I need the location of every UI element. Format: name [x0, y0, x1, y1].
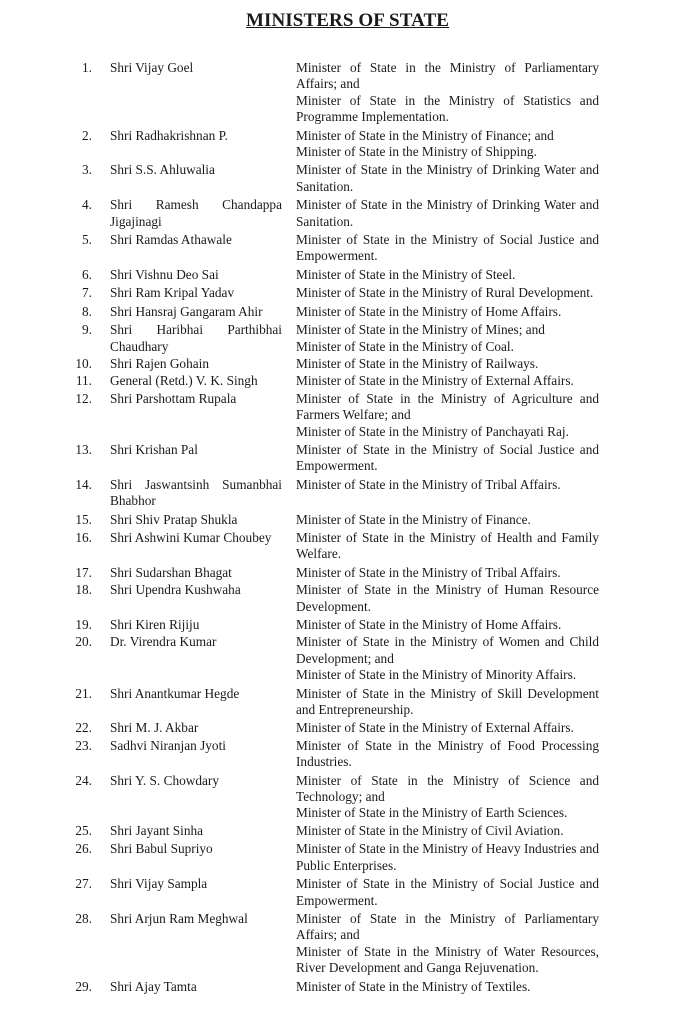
- serial-number: 28.: [75, 910, 92, 926]
- portfolio-line: Minister of State in the Ministry of Parliamentary Affairs; and: [296, 60, 599, 92]
- minister-row: [0, 876, 695, 909]
- minister-name: Shri M. J. Akbar: [110, 720, 199, 736]
- portfolio: [296, 162, 599, 195]
- minister-row: [0, 442, 695, 475]
- serial-number: 18.: [75, 582, 92, 598]
- minister-name: Shri Ajay Tamta: [110, 978, 197, 994]
- minister-name: Shri Shiv Pratap Shukla: [110, 511, 238, 527]
- minister-row: [0, 285, 695, 301]
- portfolio: [296, 304, 599, 320]
- portfolio: [296, 720, 599, 736]
- portfolio-line: Minister of State in the Ministry of Finance.: [296, 511, 531, 527]
- portfolio-line: Minister of State in the Ministry of Railways.: [296, 355, 539, 371]
- portfolio: [296, 442, 599, 475]
- minister-name: Shri Vijay Sampla: [110, 876, 208, 892]
- serial-number: 5.: [82, 232, 92, 248]
- portfolio: [296, 128, 599, 161]
- portfolio: [296, 582, 599, 615]
- serial-number: 14.: [75, 476, 92, 492]
- portfolio: [296, 60, 599, 126]
- portfolio-line: Minister of State in the Ministry of Minority Affairs.: [296, 667, 577, 683]
- minister-name: Shri Krishan Pal: [110, 441, 198, 457]
- minister-name: Shri Ramdas Athawale: [110, 232, 232, 248]
- serial-number: 23.: [75, 737, 92, 753]
- minister-row: [0, 373, 695, 389]
- serial-number: 11.: [75, 373, 92, 389]
- serial-number: 7.: [82, 285, 92, 301]
- portfolio: [296, 617, 599, 633]
- minister-name: General (Retd.) V. K. Singh: [110, 373, 258, 389]
- minister-row: [0, 232, 695, 265]
- portfolio-line: Minister of State in the Ministry of Mines; and: [296, 322, 545, 338]
- minister-name: Shri Jayant Sinha: [110, 822, 204, 838]
- serial-number: 25.: [75, 822, 92, 838]
- serial-number: 16.: [75, 529, 92, 545]
- minister-row: [0, 197, 695, 230]
- serial-number: 12.: [75, 390, 92, 406]
- serial-number: 4.: [82, 197, 92, 213]
- minister-row: [0, 773, 695, 822]
- portfolio-line: Minister of State in the Ministry of Food Processing Industries.: [296, 737, 599, 770]
- serial-number: 10.: [75, 355, 92, 371]
- minister-name: Shri Arjun Ram Meghwal: [110, 910, 248, 926]
- portfolio-line: Minister of State in the Ministry of Science and Technology; and: [296, 772, 599, 805]
- portfolio: [296, 876, 599, 909]
- minister-name: Shri Jaswantsinh Sumanbhai Bhabhor: [110, 476, 282, 509]
- serial-number: 8.: [82, 303, 92, 319]
- portfolio: [296, 823, 599, 839]
- portfolio-line: Minister of State in the Ministry of Water Resources, River Development and Ganga Rejuvenation.: [296, 943, 599, 976]
- minister-name: Sadhvi Niranjan Jyoti: [110, 737, 226, 753]
- minister-row: [0, 823, 695, 839]
- portfolio: [296, 322, 599, 355]
- minister-name: Shri Kiren Rijiju: [110, 617, 200, 632]
- portfolio-line: Minister of State in the Ministry of Shipping.: [296, 144, 537, 160]
- minister-name: Shri Parshottam Rupala: [110, 390, 237, 406]
- portfolio: [296, 285, 599, 301]
- portfolio: [296, 232, 599, 265]
- portfolio-line: Minister of State in the Ministry of Heavy Industries and Public Enterprises.: [296, 841, 599, 873]
- minister-row: [0, 304, 695, 320]
- portfolio: [296, 738, 599, 771]
- portfolio: [296, 565, 599, 581]
- portfolio-line: Minister of State in the Ministry of Steel.: [296, 266, 516, 282]
- portfolio-line: Minister of State in the Ministry of Drinking Water and Sanitation.: [296, 162, 599, 194]
- serial-number: 9.: [82, 322, 92, 338]
- portfolio-line: Minister of State in the Ministry of Statistics and Programme Implementation.: [296, 92, 599, 125]
- minister-name: Shri Vishnu Deo Sai: [110, 266, 219, 282]
- minister-row: [0, 617, 695, 633]
- portfolio: [296, 373, 599, 389]
- minister-row: [0, 162, 695, 195]
- portfolio-line: Minister of State in the Ministry of Women and Child Development; and: [296, 634, 599, 666]
- serial-number: 13.: [75, 441, 92, 457]
- serial-number: 19.: [75, 617, 92, 632]
- portfolio-line: Minister of State in the Ministry of Finance; and: [296, 127, 554, 143]
- minister-name: Shri Radhakrishnan P.: [110, 127, 228, 143]
- minister-name: Shri Ram Kripal Yadav: [110, 285, 235, 301]
- minister-row: [0, 267, 695, 283]
- serial-number: 17.: [75, 564, 92, 580]
- portfolio-line: Minister of State in the Ministry of Textiles.: [296, 978, 531, 994]
- minister-row: [0, 322, 695, 355]
- portfolio: [296, 634, 599, 683]
- minister-row: [0, 634, 695, 683]
- minister-row: [0, 911, 695, 977]
- minister-row: [0, 356, 695, 372]
- portfolio: [296, 911, 599, 977]
- portfolio-line: Minister of State in the Ministry of Health and Family Welfare.: [296, 529, 599, 562]
- minister-name: Shri Rajen Gohain: [110, 355, 209, 371]
- minister-name: Shri Upendra Kushwaha: [110, 582, 241, 598]
- portfolio: [296, 512, 599, 528]
- portfolio: [296, 686, 599, 719]
- minister-name: Shri Vijay Goel: [110, 60, 194, 75]
- portfolio: [296, 391, 599, 440]
- portfolio: [296, 773, 599, 822]
- portfolio-line: Minister of State in the Ministry of Coal.: [296, 338, 514, 354]
- serial-number: 21.: [75, 685, 92, 701]
- serial-number: 27.: [75, 876, 92, 892]
- portfolio: [296, 477, 599, 510]
- serial-number: 22.: [75, 720, 92, 736]
- portfolio: [296, 530, 599, 563]
- minister-row: [0, 720, 695, 736]
- portfolio-line: Minister of State in the Ministry of Skill Development and Entrepreneurship.: [296, 685, 599, 718]
- portfolio-line: Minister of State in the Ministry of External Affairs.: [296, 720, 574, 736]
- minister-row: [0, 565, 695, 581]
- serial-number: 26.: [75, 841, 92, 857]
- serial-number: 24.: [75, 772, 92, 788]
- minister-name: Shri Ramesh Chandappa Jigajinagi: [110, 197, 282, 229]
- page-title: MINISTERS OF STATE: [245, 10, 450, 31]
- serial-number: 29.: [75, 978, 92, 994]
- serial-number: 2.: [82, 127, 92, 143]
- portfolio-line: Minister of State in the Ministry of Tribal Affairs.: [296, 476, 561, 492]
- portfolio: [296, 979, 599, 995]
- minister-row: [0, 512, 695, 528]
- portfolio-line: Minister of State in the Ministry of Home Affairs.: [296, 617, 562, 632]
- portfolio-line: Minister of State in the Ministry of External Affairs.: [296, 373, 574, 389]
- minister-name: Dr. Virendra Kumar: [110, 634, 217, 650]
- minister-name: Shri Anantkumar Hegde: [110, 685, 240, 701]
- portfolio-line: Minister of State in the Ministry of Earth Sciences.: [296, 805, 568, 821]
- minister-name: Shri Babul Supriyo: [110, 841, 213, 857]
- minister-name: Shri Y. S. Chowdary: [110, 772, 219, 788]
- portfolio-line: Minister of State in the Ministry of Tribal Affairs.: [296, 564, 561, 580]
- minister-name: Shri S.S. Ahluwalia: [110, 162, 215, 178]
- minister-name: Shri Haribhai Parthibhai Chaudhary: [110, 322, 282, 354]
- portfolio-line: Minister of State in the Ministry of Agriculture and Farmers Welfare; and: [296, 390, 599, 423]
- portfolio-line: Minister of State in the Ministry of Social Justice and Empowerment.: [296, 232, 599, 264]
- minister-row: [0, 60, 695, 126]
- minister-name: Shri Hansraj Gangaram Ahir: [110, 303, 263, 319]
- portfolio-line: Minister of State in the Ministry of Civil Aviation.: [296, 822, 564, 838]
- portfolio-line: Minister of State in the Ministry of Drinking Water and Sanitation.: [296, 197, 599, 229]
- minister-row: [0, 738, 695, 771]
- serial-number: 3.: [82, 162, 92, 178]
- portfolio-line: Minister of State in the Ministry of Rural Development.: [296, 285, 594, 301]
- portfolio: [296, 841, 599, 874]
- serial-number: 6.: [82, 266, 92, 282]
- minister-row: [0, 128, 695, 161]
- minister-row: [0, 686, 695, 719]
- portfolio: [296, 197, 599, 230]
- portfolio: [296, 267, 599, 283]
- minister-name: Shri Sudarshan Bhagat: [110, 564, 232, 580]
- ministers-list: [0, 60, 695, 995]
- serial-number: 15.: [75, 511, 92, 527]
- portfolio-line: Minister of State in the Ministry of Social Justice and Empowerment.: [296, 876, 599, 908]
- portfolio-line: Minister of State in the Ministry of Social Justice and Empowerment.: [296, 441, 599, 474]
- portfolio-line: Minister of State in the Ministry of Panchayati Raj.: [296, 423, 569, 439]
- minister-row: [0, 582, 695, 615]
- portfolio-line: Minister of State in the Ministry of Human Resource Development.: [296, 582, 599, 614]
- portfolio-line: Minister of State in the Ministry of Parliamentary Affairs; and: [296, 910, 599, 943]
- portfolio: [296, 356, 599, 372]
- minister-row: [0, 979, 695, 995]
- portfolio-line: Minister of State in the Ministry of Home Affairs.: [296, 303, 562, 319]
- serial-number: 20.: [75, 634, 92, 650]
- minister-row: [0, 530, 695, 563]
- minister-name: Shri Ashwini Kumar Choubey: [110, 529, 272, 545]
- minister-row: [0, 841, 695, 874]
- minister-row: [0, 391, 695, 440]
- serial-number: 1.: [82, 60, 92, 75]
- minister-row: [0, 477, 695, 510]
